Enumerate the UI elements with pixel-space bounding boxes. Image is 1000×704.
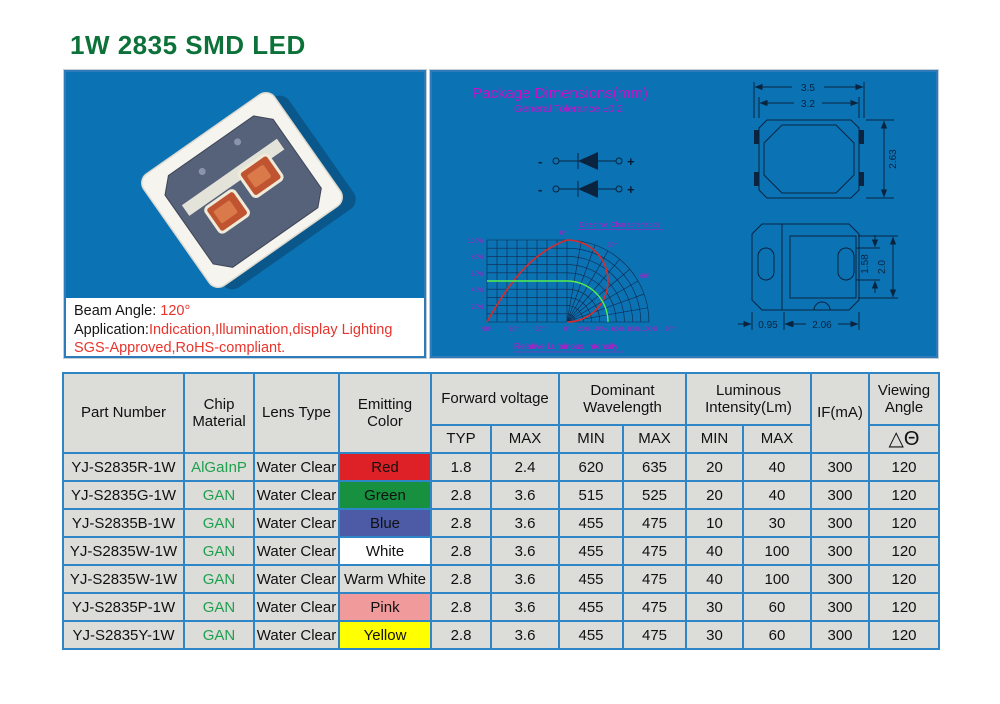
cell-if: 300	[811, 509, 869, 537]
table-row	[63, 537, 939, 565]
cell-li-min: 40	[686, 565, 743, 593]
cell-lens-type: Water Clear	[254, 453, 339, 481]
cell-viewing-angle: 120	[869, 565, 939, 593]
cell-part-number: YJ-S2835B-1W	[63, 509, 184, 537]
cell-wl-min: 455	[559, 537, 623, 565]
cell-lens-type: Water Clear	[254, 481, 339, 509]
y-tick: 60%	[470, 271, 484, 278]
cell-vf-typ: 2.8	[431, 565, 491, 593]
table-row	[63, 481, 939, 509]
terminal-mark	[754, 130, 759, 144]
cell-viewing-angle: 120	[869, 593, 939, 621]
cell-chip-material: GAN	[184, 537, 254, 565]
col-header-if-ma: IF(mA)	[811, 373, 869, 453]
col-header-luminous-intensity: Luminous Intensity(Lm)	[686, 373, 811, 425]
cell-chip-material: AlGaInP	[184, 453, 254, 481]
angle-tick: 60°	[640, 273, 650, 280]
x-tick: 100%	[641, 326, 659, 333]
cell-wl-min: 455	[559, 593, 623, 621]
x-tick: 80%	[627, 326, 641, 333]
col-header-lens-type: Lens Type	[254, 373, 339, 453]
cell-wl-min: 620	[559, 453, 623, 481]
cell-part-number: YJ-S2835Y-1W	[63, 621, 184, 649]
cell-li-min: 40	[686, 537, 743, 565]
terminal-node	[553, 158, 559, 164]
col-header-emitting-color: Emitting Color	[339, 373, 431, 453]
cell-part-number: YJ-S2835R-1W	[63, 453, 184, 481]
table-row	[63, 565, 939, 593]
cell-lens-type: Water Clear	[254, 537, 339, 565]
cell-emitting-color: Pink	[339, 593, 431, 621]
cell-li-min: 30	[686, 621, 743, 649]
x-tick: 40%	[594, 326, 608, 333]
pad-hole	[838, 248, 854, 280]
cell-wl-max: 635	[623, 453, 686, 481]
x-tick: 30°	[535, 326, 545, 333]
y-tick: 20%	[470, 304, 484, 311]
subheader-delta-theta: △Θ	[869, 425, 939, 453]
cell-li-min: 20	[686, 481, 743, 509]
cell-vf-max: 3.6	[491, 565, 559, 593]
dims-title: Package Dimensions(mm)	[472, 85, 648, 102]
subheader-min: MIN	[686, 425, 743, 453]
cell-part-number: YJ-S2835G-1W	[63, 481, 184, 509]
cell-viewing-angle: 120	[869, 621, 939, 649]
led-photo	[66, 72, 424, 298]
angle-tick: 0°	[559, 230, 567, 237]
cell-li-max: 100	[743, 537, 811, 565]
package-top-view	[754, 82, 899, 198]
directivity-chart	[467, 220, 675, 352]
subheader-max: MAX	[623, 425, 686, 453]
dim-center-pad-width: 2.06	[812, 320, 832, 331]
dim-inner-width: 3.2	[801, 99, 815, 110]
y-tick: 100%	[467, 238, 484, 245]
pad-hole	[758, 248, 774, 280]
diode-triangle-icon	[578, 180, 598, 198]
x-tick: 0°	[563, 326, 571, 333]
x-tick: 90°	[482, 326, 492, 333]
subheader-min: MIN	[559, 425, 623, 453]
compliance-line: SGS-Approved,RoHS-compliant.	[74, 340, 286, 356]
package-inner-outline	[764, 125, 854, 193]
package-bottom-view	[738, 224, 898, 331]
cell-vf-typ: 1.8	[431, 453, 491, 481]
cell-li-max: 30	[743, 509, 811, 537]
footprint-outline	[752, 224, 859, 310]
table-row	[63, 593, 939, 621]
col-header-forward-voltage: Forward voltage	[431, 373, 559, 425]
subheader-typ: TYP	[431, 425, 491, 453]
terminal-mark	[859, 130, 864, 144]
header-row-1	[63, 373, 939, 425]
package-dimensions-drawing	[432, 72, 936, 356]
dim-pad-height: 1.58	[860, 254, 871, 274]
angle-tick: 30°	[607, 242, 617, 249]
diode-triangle-icon	[578, 152, 598, 170]
cell-wl-min: 455	[559, 621, 623, 649]
cell-viewing-angle: 120	[869, 537, 939, 565]
plus-sign: +	[627, 182, 635, 197]
table-row	[63, 621, 939, 649]
beam-angle-value: 120°	[156, 303, 191, 319]
cell-li-max: 40	[743, 453, 811, 481]
cell-if: 300	[811, 565, 869, 593]
cell-emitting-color: Green	[339, 481, 431, 509]
cell-chip-material: GAN	[184, 509, 254, 537]
cell-wl-max: 475	[623, 593, 686, 621]
col-header-dominant-wavelength: Dominant Wavelength	[559, 373, 686, 425]
cell-wl-max: 475	[623, 621, 686, 649]
terminal-node	[616, 186, 622, 192]
cell-part-number: YJ-S2835P-1W	[63, 593, 184, 621]
bottom-notch	[814, 302, 830, 310]
y-tick: 80%	[470, 254, 484, 261]
cell-chip-material: GAN	[184, 565, 254, 593]
cell-lens-type: Water Clear	[254, 565, 339, 593]
cell-if: 300	[811, 621, 869, 649]
cell-vf-typ: 2.8	[431, 537, 491, 565]
cell-li-max: 100	[743, 565, 811, 593]
dim-body-height: 2.0	[877, 260, 888, 274]
terminal-node	[553, 186, 559, 192]
chart-caption: Relative Luminous Intensity	[514, 341, 618, 351]
application-value: Indication,Illumination,display Lighting	[148, 321, 393, 338]
cell-emitting-color: Red	[339, 453, 431, 481]
photo-caption	[66, 298, 424, 358]
cell-if: 300	[811, 593, 869, 621]
cell-viewing-angle: 120	[869, 453, 939, 481]
beam-angle-line	[74, 302, 416, 321]
minus-sign: -	[538, 182, 543, 197]
dims-tolerance: General Tolerance ±0.2	[514, 103, 623, 115]
plus-sign: +	[627, 154, 635, 169]
table-row	[63, 453, 939, 481]
dim-pad-width: 0.95	[758, 320, 778, 331]
x-tick: 20%	[577, 326, 591, 333]
terminal-mark	[754, 172, 759, 186]
cell-wl-min: 455	[559, 509, 623, 537]
cell-part-number: YJ-S2835W-1W	[63, 537, 184, 565]
led-illustration	[66, 72, 424, 298]
cell-emitting-color: White	[339, 537, 431, 565]
cell-wl-min: 515	[559, 481, 623, 509]
cell-wl-max: 475	[623, 537, 686, 565]
cell-lens-type: Water Clear	[254, 509, 339, 537]
x-tick: 90°	[665, 326, 675, 333]
beam-angle-label: Beam Angle:	[74, 303, 157, 319]
cell-li-max: 60	[743, 621, 811, 649]
x-tick: 60°	[509, 326, 519, 333]
cell-wl-max: 475	[623, 565, 686, 593]
cell-vf-max: 3.6	[491, 621, 559, 649]
cell-vf-max: 3.6	[491, 481, 559, 509]
cell-li-min: 30	[686, 593, 743, 621]
cell-vf-typ: 2.8	[431, 593, 491, 621]
led-photo-panel	[64, 70, 426, 358]
cell-lens-type: Water Clear	[254, 593, 339, 621]
center-pad	[790, 236, 856, 298]
diode-symbol	[538, 180, 635, 198]
application-label: Application:	[74, 321, 149, 338]
dim-outer-width: 3.5	[801, 83, 815, 94]
cell-wl-max: 475	[623, 509, 686, 537]
cell-li-max: 60	[743, 593, 811, 621]
cell-viewing-angle: 120	[869, 481, 939, 509]
cell-part-number: YJ-S2835W-1W	[63, 565, 184, 593]
subheader-max: MAX	[743, 425, 811, 453]
x-tick: 60%	[611, 326, 625, 333]
cell-vf-max: 2.4	[491, 453, 559, 481]
package-outline	[759, 120, 859, 198]
cell-if: 300	[811, 537, 869, 565]
application-line	[74, 321, 416, 340]
cell-li-max: 40	[743, 481, 811, 509]
cell-emitting-color: Blue	[339, 509, 431, 537]
package-dimensions-panel	[430, 70, 938, 358]
terminal-node	[616, 158, 622, 164]
cell-vf-typ: 2.8	[431, 509, 491, 537]
table-row	[63, 509, 939, 537]
diode-symbol	[538, 152, 635, 170]
cell-if: 300	[811, 481, 869, 509]
cell-li-min: 10	[686, 509, 743, 537]
cell-vf-max: 3.6	[491, 593, 559, 621]
subheader-max: MAX	[491, 425, 559, 453]
cell-li-min: 20	[686, 453, 743, 481]
cell-chip-material: GAN	[184, 481, 254, 509]
col-header-chip-material: Chip Material	[184, 373, 254, 453]
col-header-part-number: Part Number	[63, 373, 184, 453]
cell-emitting-color: Yellow	[339, 621, 431, 649]
cell-wl-min: 455	[559, 565, 623, 593]
col-header-viewing-angle: Viewing Angle	[869, 373, 939, 425]
cell-wl-max: 525	[623, 481, 686, 509]
spec-table	[62, 372, 940, 650]
minus-sign: -	[538, 154, 543, 169]
cell-chip-material: GAN	[184, 621, 254, 649]
cell-if: 300	[811, 453, 869, 481]
cell-vf-typ: 2.8	[431, 481, 491, 509]
terminal-mark	[859, 172, 864, 186]
cell-vf-typ: 2.8	[431, 621, 491, 649]
cell-lens-type: Water Clear	[254, 621, 339, 649]
y-tick: 40%	[470, 287, 484, 294]
dim-height: 2.63	[888, 149, 899, 169]
cell-viewing-angle: 120	[869, 509, 939, 537]
cell-emitting-color: Warm White	[339, 565, 431, 593]
page-title: 1W 2835 SMD LED	[70, 30, 306, 60]
cell-chip-material: GAN	[184, 593, 254, 621]
cell-vf-max: 3.6	[491, 537, 559, 565]
chart-title: Directive Characteristics	[579, 220, 660, 229]
cell-vf-max: 3.6	[491, 509, 559, 537]
